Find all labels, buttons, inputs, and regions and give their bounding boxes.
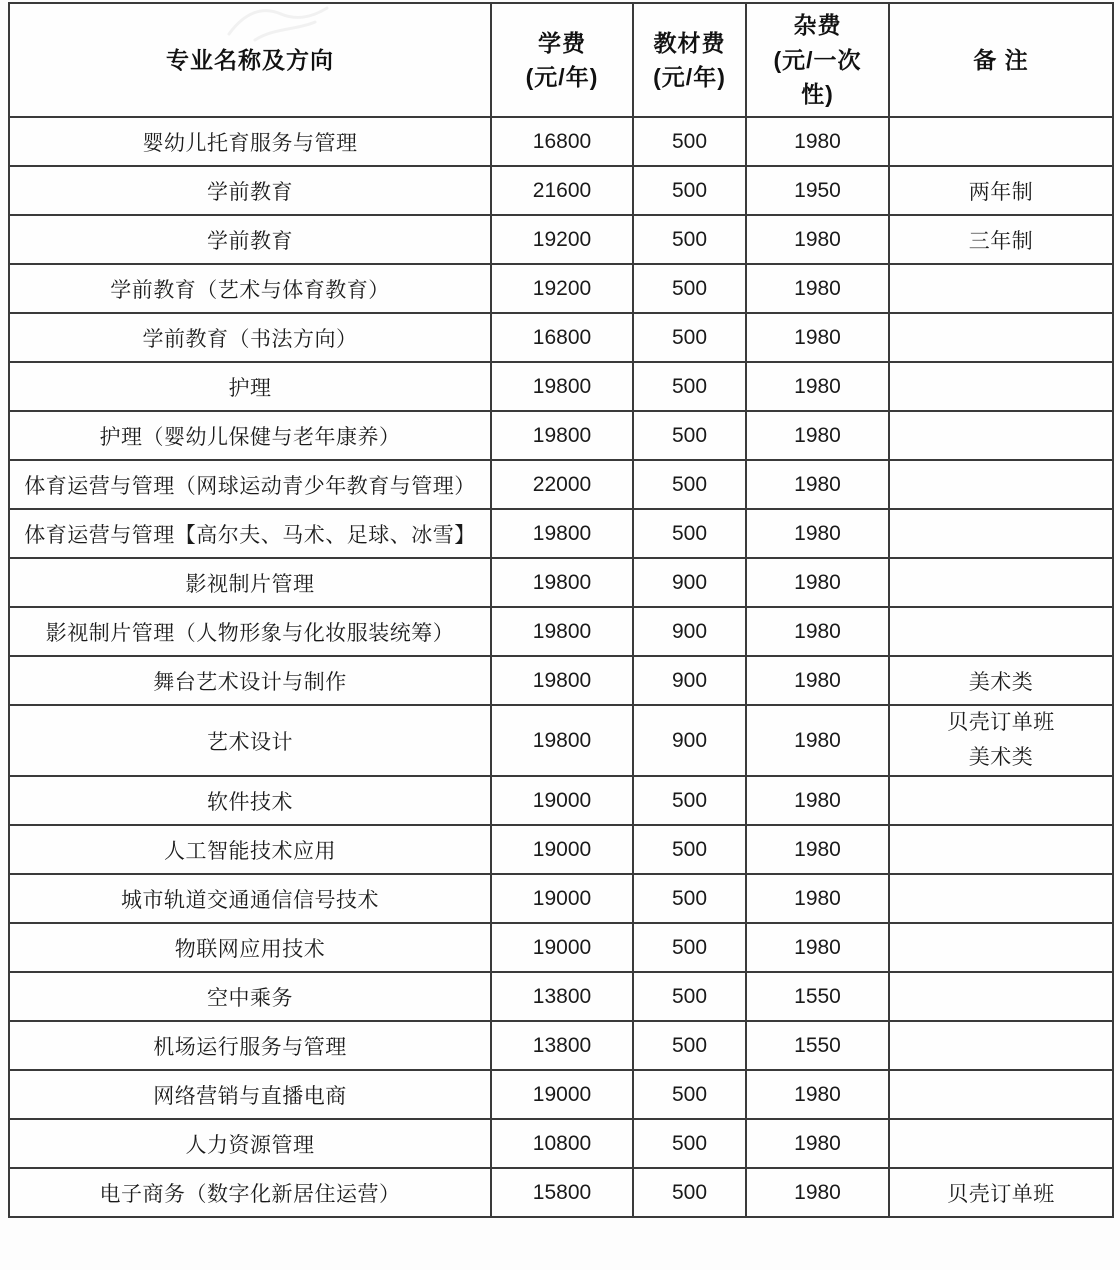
tuition-cell: 19000 — [491, 923, 633, 972]
misc-fee-cell: 1980 — [746, 1070, 889, 1119]
textbook-fee-cell: 900 — [633, 558, 746, 607]
major-cell: 舞台艺术设计与制作 — [9, 656, 491, 705]
remark-cell — [889, 411, 1113, 460]
textbook-fee-cell: 500 — [633, 874, 746, 923]
tuition-cell: 19800 — [491, 411, 633, 460]
remark-cell: 三年制 — [889, 215, 1113, 264]
table-row — [9, 460, 1113, 509]
textbook-fee-cell: 900 — [633, 656, 746, 705]
remark-cell: 贝壳订单班 — [889, 1168, 1113, 1217]
tuition-cell: 19800 — [491, 607, 633, 656]
textbook-fee-cell: 500 — [633, 1070, 746, 1119]
textbook-fee-cell: 500 — [633, 117, 746, 166]
table-row — [9, 264, 1113, 313]
misc-fee-cell: 1980 — [746, 460, 889, 509]
remark-cell — [889, 972, 1113, 1021]
table-row — [9, 411, 1113, 460]
misc-fee-cell: 1980 — [746, 825, 889, 874]
remark-cell — [889, 1021, 1113, 1070]
misc-fee-cell: 1980 — [746, 1168, 889, 1217]
textbook-fee-cell: 500 — [633, 972, 746, 1021]
major-cell: 电子商务（数字化新居住运营） — [9, 1168, 491, 1217]
tuition-cell: 16800 — [491, 313, 633, 362]
major-cell: 机场运行服务与管理 — [9, 1021, 491, 1070]
header-remark — [889, 3, 1113, 117]
textbook-fee-cell: 500 — [633, 509, 746, 558]
table-row — [9, 558, 1113, 607]
misc-fee-cell: 1980 — [746, 1119, 889, 1168]
remark-cell — [889, 264, 1113, 313]
header-misc-line3: 性) — [801, 81, 834, 108]
header-tuition — [491, 3, 633, 117]
header-misc-line1: 杂费 — [793, 12, 842, 39]
remark-cell: 美术类 — [889, 656, 1113, 705]
tuition-cell: 16800 — [491, 117, 633, 166]
table-body — [9, 117, 1113, 1217]
table-row — [9, 215, 1113, 264]
misc-fee-cell: 1550 — [746, 972, 889, 1021]
table-row — [9, 607, 1113, 656]
major-cell: 人力资源管理 — [9, 1119, 491, 1168]
remark-cell — [889, 923, 1113, 972]
table-row — [9, 923, 1113, 972]
table-row — [9, 362, 1113, 411]
major-cell: 影视制片管理 — [9, 558, 491, 607]
major-cell: 城市轨道交通通信信号技术 — [9, 874, 491, 923]
remark-cell — [889, 776, 1113, 825]
tuition-cell: 10800 — [491, 1119, 633, 1168]
misc-fee-cell: 1980 — [746, 313, 889, 362]
misc-fee-cell: 1980 — [746, 656, 889, 705]
misc-fee-cell: 1980 — [746, 117, 889, 166]
tuition-cell: 19000 — [491, 1070, 633, 1119]
major-cell: 网络营销与直播电商 — [9, 1070, 491, 1119]
misc-fee-cell: 1980 — [746, 264, 889, 313]
major-cell: 学前教育（艺术与体育教育） — [9, 264, 491, 313]
remark-cell — [889, 558, 1113, 607]
misc-fee-cell: 1550 — [746, 1021, 889, 1070]
table-row — [9, 1119, 1113, 1168]
remark-cell — [889, 362, 1113, 411]
major-cell: 学前教育 — [9, 166, 491, 215]
major-cell: 艺术设计 — [9, 705, 491, 776]
header-tuition-line1: 学费 — [538, 29, 586, 56]
textbook-fee-cell: 900 — [633, 607, 746, 656]
major-cell: 学前教育（书法方向） — [9, 313, 491, 362]
remark-cell — [889, 460, 1113, 509]
remark-cell — [889, 825, 1113, 874]
misc-fee-cell: 1980 — [746, 705, 889, 776]
remark-cell — [889, 509, 1113, 558]
textbook-fee-cell: 500 — [633, 825, 746, 874]
textbook-fee-cell: 500 — [633, 1021, 746, 1070]
tuition-cell: 21600 — [491, 166, 633, 215]
table-row — [9, 509, 1113, 558]
header-remark-label: 备 注 — [973, 46, 1029, 73]
remark-cell — [889, 1070, 1113, 1119]
table-row — [9, 1021, 1113, 1070]
misc-fee-cell: 1950 — [746, 166, 889, 215]
textbook-fee-cell: 500 — [633, 923, 746, 972]
tuition-cell: 19000 — [491, 825, 633, 874]
misc-fee-cell: 1980 — [746, 776, 889, 825]
table-row — [9, 1070, 1113, 1119]
remark-cell — [889, 607, 1113, 656]
misc-fee-cell: 1980 — [746, 411, 889, 460]
tuition-cell: 13800 — [491, 1021, 633, 1070]
tuition-cell: 19800 — [491, 362, 633, 411]
table-row — [9, 313, 1113, 362]
major-cell: 护理（婴幼儿保健与老年康养） — [9, 411, 491, 460]
misc-fee-cell: 1980 — [746, 874, 889, 923]
major-cell: 体育运营与管理【高尔夫、马术、足球、冰雪】 — [9, 509, 491, 558]
header-textbook-fee — [633, 3, 746, 117]
table-row — [9, 117, 1113, 166]
table-row — [9, 656, 1113, 705]
tuition-cell: 19800 — [491, 656, 633, 705]
textbook-fee-cell: 500 — [633, 460, 746, 509]
tuition-cell: 19200 — [491, 264, 633, 313]
header-major-label: 专业名称及方向 — [166, 46, 334, 73]
major-cell: 护理 — [9, 362, 491, 411]
table-row — [9, 705, 1113, 776]
textbook-fee-cell: 500 — [633, 362, 746, 411]
tuition-cell: 13800 — [491, 972, 633, 1021]
tuition-cell: 19000 — [491, 776, 633, 825]
textbook-fee-cell: 500 — [633, 1168, 746, 1217]
textbook-fee-cell: 500 — [633, 1119, 746, 1168]
tuition-cell: 15800 — [491, 1168, 633, 1217]
tuition-cell: 19000 — [491, 874, 633, 923]
misc-fee-cell: 1980 — [746, 923, 889, 972]
header-major — [9, 3, 491, 117]
remark-cell: 贝壳订单班 美术类 — [889, 705, 1113, 776]
header-tuition-line2: (元/年) — [525, 64, 599, 90]
tuition-cell: 19800 — [491, 558, 633, 607]
textbook-fee-cell: 900 — [633, 705, 746, 776]
header-textbook-line1: 教材费 — [653, 29, 726, 56]
major-cell: 婴幼儿托育服务与管理 — [9, 117, 491, 166]
textbook-fee-cell: 500 — [633, 776, 746, 825]
major-cell: 空中乘务 — [9, 972, 491, 1021]
textbook-fee-cell: 500 — [633, 215, 746, 264]
header-misc-line2: (元/一次 — [773, 46, 862, 73]
tuition-cell: 19800 — [491, 509, 633, 558]
table-row — [9, 1168, 1113, 1217]
header-row — [9, 3, 1113, 117]
remark-cell — [889, 874, 1113, 923]
textbook-fee-cell: 500 — [633, 166, 746, 215]
tuition-cell: 19200 — [491, 215, 633, 264]
table-row — [9, 776, 1113, 825]
remark-cell — [889, 1119, 1113, 1168]
tuition-cell: 19800 — [491, 705, 633, 776]
misc-fee-cell: 1980 — [746, 509, 889, 558]
header-misc-fee — [746, 3, 889, 117]
misc-fee-cell: 1980 — [746, 215, 889, 264]
misc-fee-cell: 1980 — [746, 558, 889, 607]
remark-cell — [889, 313, 1113, 362]
remark-cell: 两年制 — [889, 166, 1113, 215]
textbook-fee-cell: 500 — [633, 264, 746, 313]
remark-cell — [889, 117, 1113, 166]
misc-fee-cell: 1980 — [746, 362, 889, 411]
table-row — [9, 874, 1113, 923]
fee-table — [8, 2, 1114, 1218]
tuition-cell: 22000 — [491, 460, 633, 509]
major-cell: 影视制片管理（人物形象与化妆服装统筹） — [9, 607, 491, 656]
table-row — [9, 972, 1113, 1021]
misc-fee-cell: 1980 — [746, 607, 889, 656]
header-textbook-line2: (元/年) — [653, 64, 726, 90]
textbook-fee-cell: 500 — [633, 411, 746, 460]
table-row — [9, 825, 1113, 874]
major-cell: 软件技术 — [9, 776, 491, 825]
major-cell: 学前教育 — [9, 215, 491, 264]
major-cell: 物联网应用技术 — [9, 923, 491, 972]
table-row — [9, 166, 1113, 215]
major-cell: 体育运营与管理（网球运动青少年教育与管理） — [9, 460, 491, 509]
major-cell: 人工智能技术应用 — [9, 825, 491, 874]
textbook-fee-cell: 500 — [633, 313, 746, 362]
